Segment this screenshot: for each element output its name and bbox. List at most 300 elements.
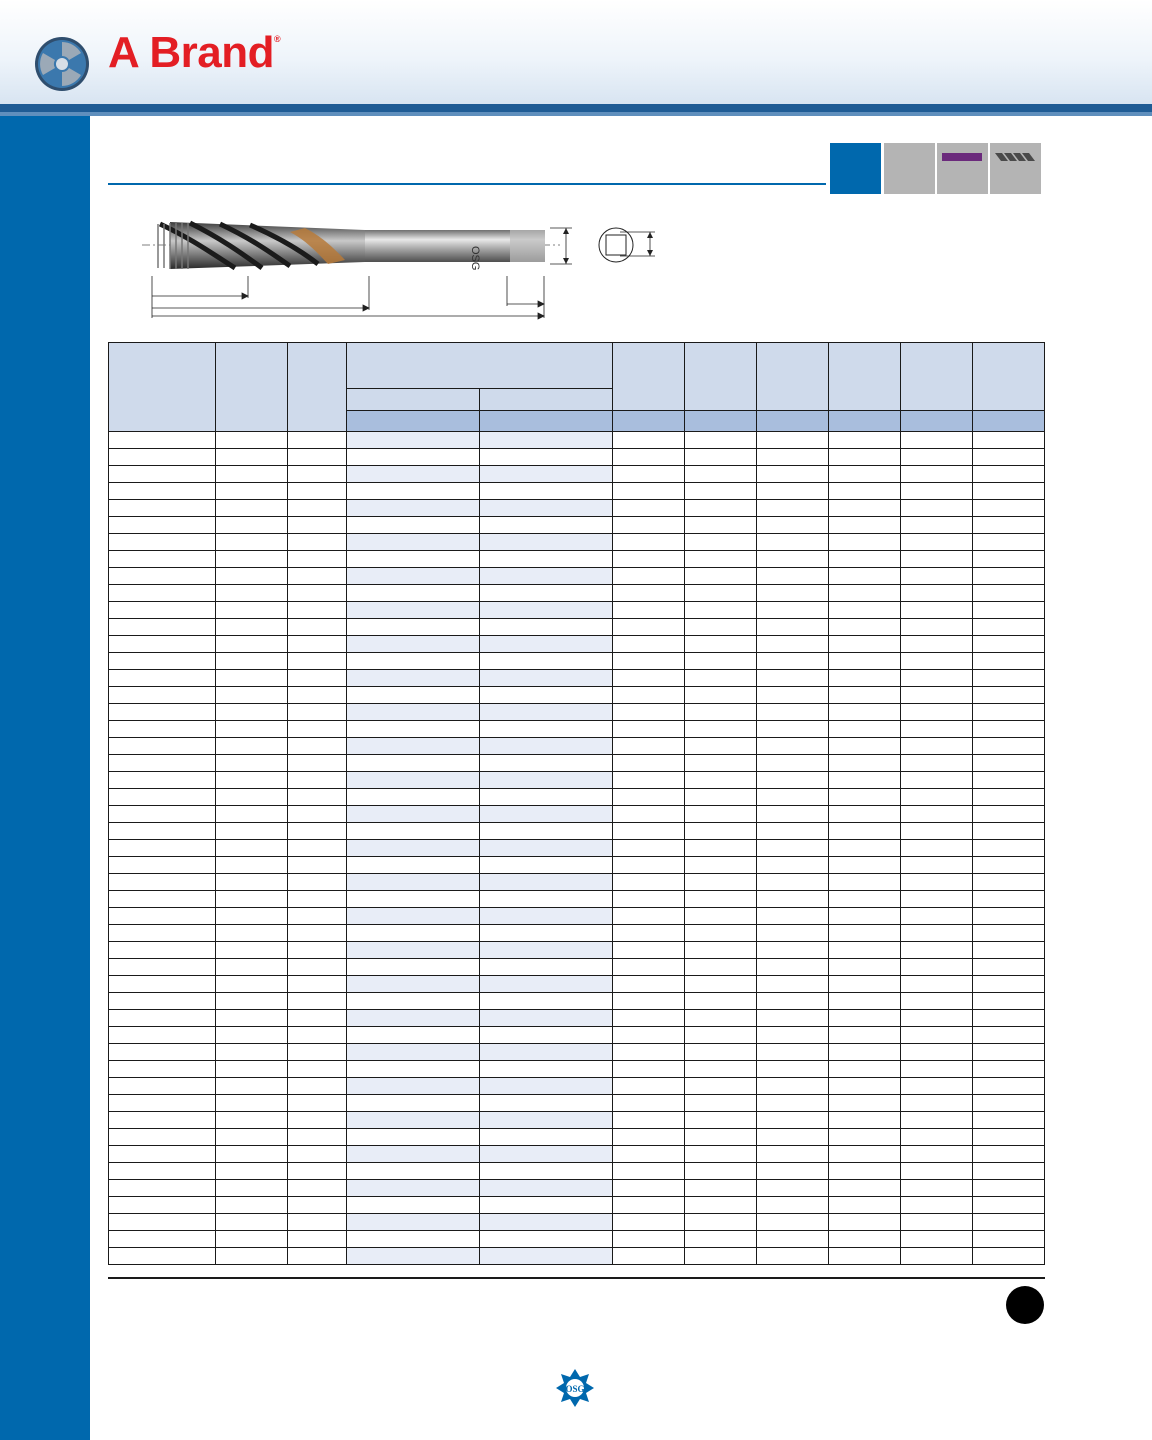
table-cell [613, 517, 685, 534]
table-cell [757, 976, 829, 993]
table-cell [685, 942, 757, 959]
table-cell [480, 585, 613, 602]
table-row [109, 1061, 1045, 1078]
table-cell [973, 500, 1045, 517]
table-cell [685, 806, 757, 823]
table-cell [757, 636, 829, 653]
table-cell [480, 840, 613, 857]
table-cell [901, 823, 973, 840]
table-cell [829, 1078, 901, 1095]
table-cell [109, 1129, 216, 1146]
table-cell [613, 789, 685, 806]
table-cell [757, 619, 829, 636]
table-cell [757, 857, 829, 874]
table-cell [613, 500, 685, 517]
table-cell [480, 942, 613, 959]
table-row [109, 789, 1045, 806]
header-cell-item [109, 343, 216, 432]
table-cell [757, 721, 829, 738]
table-cell [216, 942, 288, 959]
table-cell [109, 517, 216, 534]
table-cell [109, 483, 216, 500]
table-cell [685, 857, 757, 874]
table-cell [685, 1095, 757, 1112]
table-cell [480, 1146, 613, 1163]
table-cell [347, 1146, 480, 1163]
table-cell [973, 534, 1045, 551]
table-cell [757, 806, 829, 823]
table-cell [613, 704, 685, 721]
table-cell [288, 1197, 347, 1214]
table-cell [109, 432, 216, 449]
table-cell [347, 670, 480, 687]
table-cell [901, 1197, 973, 1214]
table-cell [288, 1163, 347, 1180]
table-cell [829, 772, 901, 789]
table-cell [288, 908, 347, 925]
table-row [109, 840, 1045, 857]
table-cell [109, 551, 216, 568]
table-cell [613, 585, 685, 602]
table-cell [757, 942, 829, 959]
table-cell [216, 993, 288, 1010]
table-cell [829, 857, 901, 874]
table-cell [288, 483, 347, 500]
table-cell [288, 1112, 347, 1129]
table-cell [685, 738, 757, 755]
table-cell [216, 874, 288, 891]
table-cell [613, 857, 685, 874]
table-cell [109, 1078, 216, 1095]
header-subcell-a [347, 389, 480, 410]
table-cell [973, 602, 1045, 619]
table-cell [347, 500, 480, 517]
table-cell [480, 789, 613, 806]
table-cell [901, 925, 973, 942]
table-cell [757, 1248, 829, 1265]
table-cell [347, 1163, 480, 1180]
table-cell [288, 976, 347, 993]
table-cell [347, 653, 480, 670]
table-cell [480, 959, 613, 976]
table-cell [288, 1248, 347, 1265]
table-cell [109, 925, 216, 942]
table-cell [109, 857, 216, 874]
table-cell [973, 568, 1045, 585]
table-row [109, 704, 1045, 721]
table-cell [685, 1163, 757, 1180]
table-cell [901, 959, 973, 976]
table-row [109, 534, 1045, 551]
table-cell [288, 1010, 347, 1027]
spiral-fluted-tap-image [140, 214, 670, 324]
table-cell [109, 721, 216, 738]
table-cell [288, 1078, 347, 1095]
table-cell [216, 619, 288, 636]
table-cell [757, 1027, 829, 1044]
table-row [109, 1095, 1045, 1112]
table-row [109, 942, 1045, 959]
table-cell [901, 449, 973, 466]
table-cell [109, 466, 216, 483]
table-cell [829, 1129, 901, 1146]
table-cell [829, 1146, 901, 1163]
table-cell [216, 483, 288, 500]
table-cell [288, 993, 347, 1010]
table-cell [109, 568, 216, 585]
table-cell [216, 585, 288, 602]
table-cell [216, 1214, 288, 1231]
table-cell [829, 1214, 901, 1231]
table-cell [613, 1112, 685, 1129]
table-cell [347, 840, 480, 857]
table-cell [480, 1095, 613, 1112]
table-cell [901, 1248, 973, 1265]
table-cell [685, 1061, 757, 1078]
table-cell [288, 432, 347, 449]
table-cell [685, 1044, 757, 1061]
table-cell [480, 534, 613, 551]
table-cell [480, 857, 613, 874]
header-rule-secondary [0, 112, 1152, 116]
table-cell [901, 789, 973, 806]
table-cell [288, 823, 347, 840]
table-cell [613, 1095, 685, 1112]
table-cell [216, 891, 288, 908]
table-cell [347, 806, 480, 823]
table-cell [347, 704, 480, 721]
table-row [109, 1231, 1045, 1248]
square-section-icon [599, 228, 633, 262]
sidebar-band [0, 116, 90, 1440]
table-cell [288, 1095, 347, 1112]
table-cell [757, 1078, 829, 1095]
table-cell [973, 1010, 1045, 1027]
table-cell [829, 568, 901, 585]
table-cell [901, 500, 973, 517]
brand-name: A Brand [108, 28, 274, 77]
table-cell [288, 874, 347, 891]
table-cell [613, 449, 685, 466]
table-row [109, 653, 1045, 670]
table-cell [109, 1044, 216, 1061]
table-cell [973, 874, 1045, 891]
table-cell [109, 891, 216, 908]
table-cell [109, 619, 216, 636]
table-row [109, 806, 1045, 823]
table-cell [613, 959, 685, 976]
table-cell [829, 687, 901, 704]
table-cell [347, 1112, 480, 1129]
table-cell [288, 772, 347, 789]
table-cell [216, 432, 288, 449]
table-cell [216, 1095, 288, 1112]
table-cell [973, 432, 1045, 449]
table-cell [757, 449, 829, 466]
table-cell [216, 806, 288, 823]
table-cell [216, 466, 288, 483]
table-cell [216, 1146, 288, 1163]
table-cell [480, 449, 613, 466]
table-cell [109, 585, 216, 602]
table-row [109, 670, 1045, 687]
table-cell [109, 874, 216, 891]
table-cell [757, 1231, 829, 1248]
table-cell [613, 1027, 685, 1044]
table-cell [109, 976, 216, 993]
table-cell [613, 1180, 685, 1197]
table-cell [347, 1197, 480, 1214]
table-cell [685, 1248, 757, 1265]
table-cell [480, 874, 613, 891]
table-cell [613, 483, 685, 500]
category-swatch-gray [884, 143, 935, 194]
table-cell [480, 602, 613, 619]
table-cell [757, 925, 829, 942]
table-cell [685, 1112, 757, 1129]
table-cell [216, 1078, 288, 1095]
header-cell-2 [216, 343, 288, 432]
table-cell [216, 1231, 288, 1248]
table-cell [347, 1010, 480, 1027]
table-cell [613, 1010, 685, 1027]
table-cell [109, 1146, 216, 1163]
table-cell [901, 1129, 973, 1146]
table-cell [973, 1078, 1045, 1095]
table-cell [901, 976, 973, 993]
table-cell [829, 517, 901, 534]
table-cell [288, 466, 347, 483]
table-cell [109, 602, 216, 619]
table-cell [973, 449, 1045, 466]
table-cell [347, 908, 480, 925]
table-cell [973, 1146, 1045, 1163]
table-row [109, 976, 1045, 993]
table-cell [757, 551, 829, 568]
table-cell [901, 1010, 973, 1027]
table-cell [613, 908, 685, 925]
table-cell [757, 670, 829, 687]
table-cell [613, 432, 685, 449]
table-cell [757, 1197, 829, 1214]
table-cell [216, 1061, 288, 1078]
table-cell [901, 840, 973, 857]
table-cell [901, 517, 973, 534]
table-cell [109, 959, 216, 976]
table-cell [973, 976, 1045, 993]
table-cell [973, 1214, 1045, 1231]
table-cell [480, 1248, 613, 1265]
table-cell [216, 602, 288, 619]
table-cell [216, 449, 288, 466]
table-cell [109, 653, 216, 670]
table-row [109, 755, 1045, 772]
table-cell [613, 755, 685, 772]
table-cell [480, 500, 613, 517]
table-row [109, 1129, 1045, 1146]
table-cell [685, 772, 757, 789]
table-cell [480, 1197, 613, 1214]
table-cell [685, 993, 757, 1010]
table-cell [757, 1129, 829, 1146]
table-cell [829, 942, 901, 959]
table-cell [216, 568, 288, 585]
table-cell [757, 1095, 829, 1112]
table-cell [288, 687, 347, 704]
table-cell [973, 1248, 1045, 1265]
table-cell [347, 1078, 480, 1095]
header-cell-6 [613, 343, 685, 411]
table-cell [109, 704, 216, 721]
table-row [109, 874, 1045, 891]
table-cell [288, 517, 347, 534]
table-cell [685, 959, 757, 976]
table-cell [973, 619, 1045, 636]
table-cell [109, 755, 216, 772]
table-cell [288, 551, 347, 568]
header-unit-10 [901, 410, 973, 432]
table-cell [829, 670, 901, 687]
table-cell [829, 925, 901, 942]
table-cell [829, 891, 901, 908]
table-cell [829, 619, 901, 636]
table-cell [347, 636, 480, 653]
table-cell [901, 755, 973, 772]
table-cell [288, 738, 347, 755]
table-cell [109, 1214, 216, 1231]
table-cell [288, 500, 347, 517]
table-cell [685, 1129, 757, 1146]
table-cell [347, 874, 480, 891]
table-cell [829, 653, 901, 670]
table-cell [685, 1197, 757, 1214]
table-cell [829, 959, 901, 976]
table-cell [613, 823, 685, 840]
table-cell [829, 1044, 901, 1061]
table-row [109, 466, 1045, 483]
table-cell [288, 789, 347, 806]
table-cell [347, 823, 480, 840]
table-cell [757, 1180, 829, 1197]
table-cell [901, 466, 973, 483]
table-cell [480, 908, 613, 925]
table-cell [829, 551, 901, 568]
table-cell [480, 619, 613, 636]
table-row [109, 1146, 1045, 1163]
table-cell [613, 602, 685, 619]
spec-table-body [109, 432, 1045, 1265]
table-cell [480, 755, 613, 772]
table-cell [757, 1061, 829, 1078]
table-cell [347, 517, 480, 534]
table-cell [613, 840, 685, 857]
table-cell [685, 636, 757, 653]
table-cell [757, 1112, 829, 1129]
table-cell [288, 806, 347, 823]
table-cell [347, 942, 480, 959]
table-cell [901, 1214, 973, 1231]
table-cell [757, 568, 829, 585]
table-cell [757, 772, 829, 789]
table-cell [901, 772, 973, 789]
table-cell [216, 517, 288, 534]
table-cell [480, 653, 613, 670]
table-cell [216, 534, 288, 551]
table-cell [901, 1078, 973, 1095]
table-cell [109, 993, 216, 1010]
header-cell-8 [757, 343, 829, 411]
table-cell [973, 738, 1045, 755]
table-cell [685, 976, 757, 993]
table-cell [829, 1197, 901, 1214]
table-cell [347, 619, 480, 636]
table-cell [901, 1163, 973, 1180]
table-cell [829, 789, 901, 806]
table-cell [973, 891, 1045, 908]
table-row [109, 483, 1045, 500]
table-cell [901, 653, 973, 670]
table-cell [901, 857, 973, 874]
table-row [109, 925, 1045, 942]
table-cell [216, 704, 288, 721]
table-cell [973, 1027, 1045, 1044]
table-row [109, 823, 1045, 840]
table-cell [216, 721, 288, 738]
table-cell [613, 976, 685, 993]
table-cell [613, 1129, 685, 1146]
table-cell [973, 636, 1045, 653]
table-cell [288, 1214, 347, 1231]
table-cell [347, 551, 480, 568]
table-cell [347, 466, 480, 483]
table-cell [829, 1180, 901, 1197]
table-cell [685, 500, 757, 517]
table-row [109, 1027, 1045, 1044]
table-cell [829, 704, 901, 721]
table-cell [901, 721, 973, 738]
table-cell [480, 551, 613, 568]
table-cell [216, 823, 288, 840]
table-cell [829, 721, 901, 738]
table-cell [901, 1180, 973, 1197]
table-cell [613, 925, 685, 942]
table-cell [347, 534, 480, 551]
table-cell [613, 1197, 685, 1214]
table-cell [901, 1231, 973, 1248]
header-subcell-b [480, 389, 613, 410]
table-cell [829, 874, 901, 891]
table-cell [973, 466, 1045, 483]
osg-logo-icon [555, 1368, 595, 1408]
table-cell [685, 755, 757, 772]
table-cell [109, 1112, 216, 1129]
table-cell [480, 636, 613, 653]
table-cell [480, 1010, 613, 1027]
table-row [109, 1010, 1045, 1027]
table-cell [109, 687, 216, 704]
table-row [109, 908, 1045, 925]
table-cell [288, 534, 347, 551]
table-cell [829, 1027, 901, 1044]
table-cell [288, 602, 347, 619]
table-cell [901, 1095, 973, 1112]
table-cell [613, 466, 685, 483]
table-cell [901, 1027, 973, 1044]
table-row [109, 636, 1045, 653]
header-unit-a [347, 410, 480, 432]
table-cell [757, 891, 829, 908]
table-cell [109, 840, 216, 857]
